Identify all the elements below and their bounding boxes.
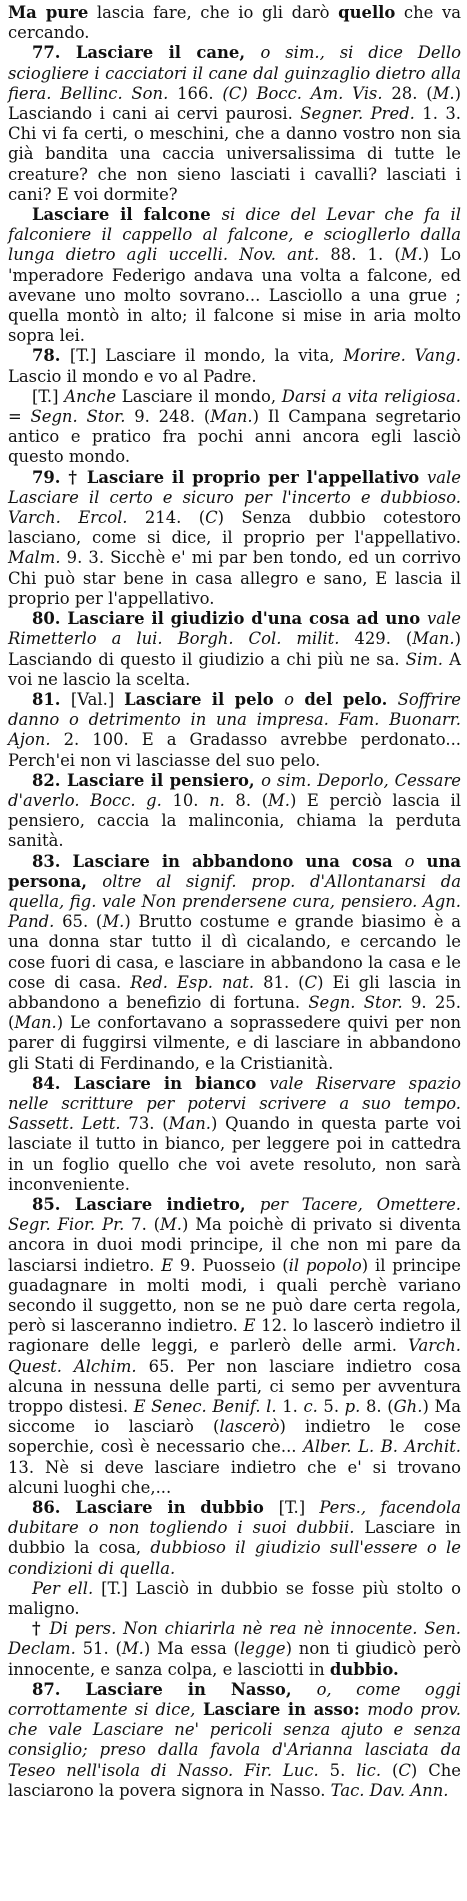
italic-text: oltre al signif. prop. d'Allontanarsi da quella, fig. vale Non prendersene cura, pensiero. Agn. Pand. [8,871,462,932]
body-text: ) Le confortavano a soprassedere quivi per non parer di fuggirsi vilmente, e di lasciare in abbandono gli Stati di Ferdinando, e la Cristianità. [8,1013,461,1073]
body-text: 10. [161,790,210,810]
italic-text: Per ell. [32,1578,94,1598]
body-text: Lascio il mondo e vo al Padre. [8,366,257,386]
italic-text: vale Riservare spazio nelle scritture per potervi scrivere a suo tempo. Sassett. Lett. [8,1073,461,1134]
italic-text: M. [432,83,455,103]
entry-paragraph [8,771,461,852]
italic-text: c. [303,1397,318,1417]
body-text: 13. Nè si deve lasciare indietro che e' si trovano alcuni luoghi che,... [8,1457,461,1497]
italic-text: vale Rimetterlo a lui. Borgh. Col. milit. [8,609,461,649]
entry-paragraph [8,1195,461,1498]
entry-paragraph [8,852,461,1074]
italic-text: Anche [64,386,117,406]
body-text: 8. ( [360,1397,394,1417]
headword-text: 79. † Lasciare il proprio per l'appellativo [32,467,428,487]
headword-text: 77. Lasciare il cane, [32,43,261,63]
body-text: ) il principe guadagnare in molti modi, i quali perchè variano secondo il suggetto, non se ne può dare certa regola, però si lasceranno indietro. [8,1255,461,1336]
headword-text: Lasciare il pelo [124,689,285,709]
entry-paragraph [8,1498,461,1579]
headword-text: Lasciare in asso: [195,1700,368,1720]
body-text: [T.] Lasciare il mondo, la vita, [69,346,344,366]
italic-text: Darsi a vita religiosa. = Segn. Stor. [8,386,462,427]
italic-text: M. [267,790,290,810]
italic-text: lic. [356,1760,382,1780]
body-text: ) Che lasciarono la povera signora in Nasso. [8,1760,461,1800]
italic-text: Sim. [405,649,444,669]
body-text: [Val.] [70,689,125,709]
headword-text: 78. [32,346,70,366]
italic-text: E Senec. Benif. l. [133,1397,277,1417]
italic-text: Man. [412,629,455,649]
entry-paragraph [8,690,461,771]
headword-text: una persona, [8,851,461,891]
body-text: 73. ( [120,1114,169,1134]
italic-text: E [243,1316,256,1336]
headword-text: 84. Lasciare in bianco [32,1073,270,1093]
italic-text: E [161,1255,174,1275]
headword-text: quello [338,3,396,22]
italic-text: M. [400,245,423,265]
headword-text: 83. Lasciare in abbandono una cosa [32,851,405,871]
italic-text: Pers., facendola dubitare o non togliendo i suoi dubbii. [8,1498,461,1538]
entry-paragraph [8,609,461,690]
body-text: 12. lo lascerò indietro il ragionare delle leggi, e parlerò delle armi. [8,1316,461,1356]
italic-text: o [284,689,294,709]
headword-text: 80. Lasciare il giudizio d'una cosa ad uno [32,609,428,629]
body-text: che va cercando. [8,3,461,43]
entry-paragraph [8,205,461,346]
entry-paragraph [8,1619,461,1680]
body-text: ) Lo 'mperadore Federigo andava una volta a falcone, ed avevane uno molto sovrano... Lasciollo a una grue ; quella montò in alto; il falcone si mise in aria molto sopra lei. [8,245,462,346]
body-text: ) Brutto costume e grande biasimo è a una donna star tutto il dì cicalando, e cercando le cose fuori di casa, e lasciare in abbandono la casa e le cose di casa. [8,912,461,992]
entry-paragraph [8,1680,461,1801]
body-text: 9. 25. ( [8,992,461,1033]
body-text: 1. 3. Chi vi fa certi, o meschini, che a danno vostro non sia già bandita una caccia universalissima di tutte le creature? che non sieno lasciati i cavalli? lasciati i cani? E voi dormite? [8,104,461,204]
italic-text: Tac. Dav. Ann. [330,1780,449,1800]
italic-text: vale Lasciare il certo e sicuro per l'incerto e dubbioso. Varch. Ercol. [8,467,461,528]
body-text: 65. Per non lasciare indietro cosa alcuna in nessuna delle parti, ci semo per avventura troppo distesi. [8,1356,461,1417]
body-text: 51. ( [75,1639,122,1659]
body-text: Lasciare in dubbio la cosa, [8,1518,461,1558]
headword-text: 87. Lasciare in Nasso, [32,1679,317,1699]
body-text: 9. Puosseio ( [173,1255,289,1275]
italic-text: Man. [168,1114,211,1134]
italic-text: dubbioso il giudizio sull'essere o le condizioni di quella. [8,1538,461,1578]
body-text: 9. 3. Sicchè e' mi par ben tondo, ed un corrivo Chi può star bene in casa allegro e sano, E lascia il proprio per l'appellativo. [8,548,461,608]
body-text: 7. ( [124,1215,160,1235]
italic-text: modo prov. che vale Lasciare ne' pericoli senza ajuto e senza consiglio; preso dalla favola d'Arianna lasciata da Teseo nell'isola di Nasso. Fir. Luc. [8,1700,462,1780]
italic-text: legge [239,1639,286,1659]
body-text: [T.] Lasciò in dubbio se fosse più stolto o maligno. [8,1578,461,1619]
body-text: ) Quando in questa parte voi lasciate il tutto in bianco, per leggere poi in cattedra in un foglio quello che voi avete resoluto, non sarà inconveniente. [8,1114,462,1194]
body-text: [T.] [278,1498,320,1518]
body-text: ) Ei gli lascia in abbandono a benefizio di fortuna. [8,972,461,1012]
headword-text: dubbio. [329,1659,399,1679]
headword-text: del pelo. [293,689,398,709]
italic-text: o sim. Deporlo, Cessare d'averlo. Bocc. g. [8,770,461,810]
italic-text: Segner. Pred. [300,104,415,124]
body-text: [T.] [32,386,65,406]
body-text: ) E perciò lascia il pensiero, caccia la malinconia, chiama la perduta sanità. [8,790,461,851]
body-text: A voi ne lascio la scelta. [8,649,461,689]
body-text: lascia fare, che io gli darò [88,3,339,22]
italic-text: n. [209,790,225,810]
italic-text: per Tacere, Omettere. Segr. Fior. Pr. [8,1194,461,1235]
italic-text: Gh. [393,1397,423,1417]
italic-text: o, come oggi corrottamente si dice, [8,1679,461,1720]
italic-text: (C) Bocc. Am. Vis. [222,83,383,103]
body-text: 8. ( [224,790,268,810]
entry-paragraph [8,387,461,468]
body-text: 88. 1. ( [319,245,401,265]
body-text: Lasciare il mondo, [116,386,282,406]
body-text: ) non ti giudicò però innocente, e sanza colpa, e lasciotti in [8,1639,461,1679]
italic-text: C [304,972,318,992]
body-text: 9. 248. ( [125,407,211,427]
body-text: ) Il Campana segretario antico e pratico fra pochi anni ancora egli lasciò questo mondo. [8,407,461,467]
body-text: ) Senza dubbio cotestoro lasciano, come si dice, il proprio per l'appellativo. [8,508,462,548]
italic-text: lascerò [219,1417,280,1437]
body-text: ) Ma essa ( [143,1639,240,1659]
body-text: ) Ma siccome io lasciarò ( [8,1397,462,1437]
italic-text: C [205,508,218,528]
body-text: ) Ma poichè di privato si diventa ancora in duoi modi principe, il che non mi pare da lasciarsi indietro. [8,1215,461,1275]
italic-text: M. [121,1639,144,1659]
italic-text: Man. [14,1013,57,1033]
entry-paragraph [8,346,461,386]
body-text: 214. ( [127,508,206,528]
italic-text: Varch. Quest. Alchim. [8,1336,461,1376]
body-text: ) Lasciando di questo il giudizio a chi più ne sa. [8,629,461,669]
headword-text: 86. Lasciare in dubbio [32,1498,279,1518]
body-text: 2. 100. E a Gradasso avrebbe perdonato... Perch'ei non vi lasciasse del suo pelo. [8,730,461,770]
body-text: 81. ( [254,972,305,992]
body-text: ) Lasciando i cani ai cervi paurosi. [8,83,461,124]
italic-text: o sim., si dice Dello sciogliere i cacciatori il cane dal guinzaglio dietro alla fiera. Bellinc. Son. [8,43,461,103]
body-text: 5. [317,1397,345,1417]
italic-text: M. [102,912,125,932]
headword-text: † [32,1619,50,1639]
italic-text: Alber. L. B. Archit. [303,1437,461,1457]
italic-text: p. [344,1397,361,1417]
body-text: 429. ( [339,629,413,649]
italic-text: Man. [210,407,253,427]
body-text: 28. ( [382,83,433,103]
entry-paragraph [8,43,461,205]
body-text: 5. [318,1760,357,1780]
italic-text: Soffrire danno o detrimento in una impresa. Fam. Buonarr. Ajon. [8,689,461,750]
body-text: 1. [276,1397,304,1417]
body-text: 166. [168,83,223,103]
italic-text: C [398,1760,411,1780]
italic-text: Di pers. Non chiarirla nè rea nè innocente. Sen. Declam. [8,1619,462,1659]
italic-text: Segn. Stor. [308,992,403,1012]
entry-paragraph [8,468,461,609]
body-text: 65. ( [54,912,103,932]
italic-text: o [404,851,415,871]
body-text: ) indietro le cose soperchie, così è necessario che... [8,1417,461,1457]
headword-text: 82. Lasciare il pensiero, [32,770,262,790]
headword-text: 85. Lasciare indietro, [32,1194,260,1214]
headword-text: Lasciare il falcone [32,205,222,225]
body-text: ( [381,1760,399,1780]
headword-text: 81. [32,689,71,709]
italic-text: Morire. Vang. [343,346,462,366]
italic-text: si dice del Levar che fa il falconiere il cappello al falcone, e sciogllerlo dalla lunga dietro agli uccelli. Nov. ant. [8,205,461,265]
entry-paragraph [8,1579,461,1619]
italic-text: il popolo [288,1255,362,1275]
italic-text: Red. Esp. nat. [130,972,255,992]
italic-text: M. [160,1215,182,1235]
headword-text: Ma pure [8,3,89,22]
entry-paragraph [8,1074,461,1195]
entry-paragraph [8,3,461,43]
italic-text: Malm. [8,548,61,568]
